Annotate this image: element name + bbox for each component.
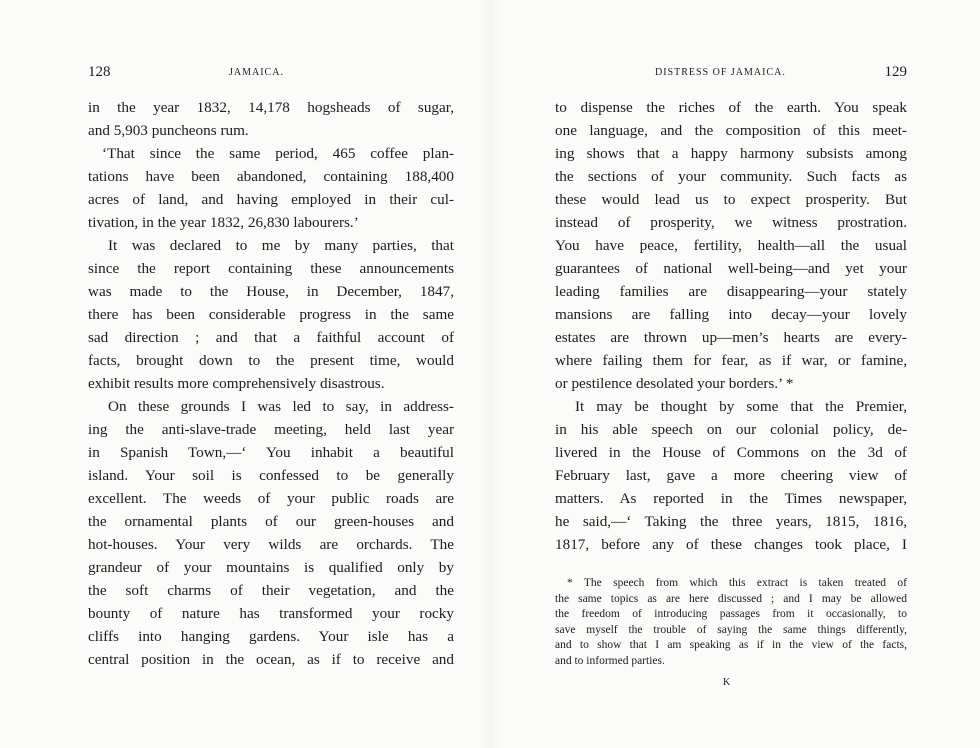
text-line: was made to the House, in December, 1847, bbox=[88, 283, 454, 300]
text-line: acres of land, and having employed in their cul- bbox=[88, 191, 454, 208]
text-line: tations have been abandoned, containing 188,400 bbox=[88, 168, 454, 185]
text-line: exhibit results more comprehensively disastrous. bbox=[88, 375, 385, 392]
text-line: cliffs into hanging gardens. Your isle has a bbox=[88, 628, 454, 645]
text-line: where failing them for fear, as if war, or famine, bbox=[555, 352, 907, 369]
text-line: central position in the ocean, as if to receive and bbox=[88, 651, 454, 668]
signature-mark: K bbox=[723, 677, 732, 688]
footnote bbox=[555, 576, 907, 669]
text-line: island. Your soil is confessed to be generally bbox=[88, 467, 454, 484]
left-page bbox=[88, 0, 454, 748]
running-title: JAMAICA. bbox=[229, 67, 284, 78]
text-line: the soft charms of their vegetation, and the bbox=[88, 582, 454, 599]
page-number: 129 bbox=[884, 64, 907, 80]
text-line: there has been considerable progress in the same bbox=[88, 306, 454, 323]
text-line: in Spanish Town,—‘ You inhabit a beautiful bbox=[88, 444, 454, 461]
text-line: ing the anti-slave-trade meeting, held last year bbox=[88, 421, 454, 438]
right-body-text bbox=[555, 96, 907, 556]
footnote-line: * The speech from which this extract is taken treated of bbox=[567, 577, 907, 589]
text-line: the ornamental plants of our green-houses and bbox=[88, 513, 454, 530]
text-line: or pestilence desolated your borders.’ * bbox=[555, 375, 794, 392]
running-head-left bbox=[88, 64, 454, 84]
footnote-line: the same topics as are here discussed ; and I may be allowed bbox=[555, 592, 907, 605]
text-line: the sections of your community. Such facts as bbox=[555, 168, 907, 185]
gutter-shadow bbox=[480, 0, 500, 748]
footnote-line: save myself the trouble of saying the same things differently, bbox=[555, 623, 907, 636]
right-page bbox=[555, 0, 907, 748]
text-line: estates are thrown up—men’s hearts are every- bbox=[555, 329, 907, 346]
text-line: hot-houses. Your very wilds are orchards. The bbox=[88, 536, 454, 553]
text-line: tivation, in the year 1832, 26,830 labourers.’ bbox=[88, 214, 359, 231]
text-line: livered in the House of Commons on the 3d of bbox=[555, 444, 907, 461]
text-line: 1817, before any of these changes took place, I bbox=[555, 536, 907, 553]
running-head-right bbox=[555, 64, 907, 84]
footnote-line: and to informed parties. bbox=[555, 654, 665, 667]
text-line: one language, and the composition of this meet- bbox=[555, 122, 907, 139]
text-line: he said,—‘ Taking the three years, 1815, 1816, bbox=[555, 513, 907, 530]
page-number: 128 bbox=[88, 64, 111, 80]
text-line: bounty of nature has transformed your rocky bbox=[88, 605, 454, 622]
text-line: ing shows that a happy harmony subsists among bbox=[555, 145, 907, 162]
text-line: sad direction ; and that a faithful account of bbox=[88, 329, 454, 346]
text-line: and 5,903 puncheons rum. bbox=[88, 122, 249, 139]
text-line: guarantees of national well-being—and yet your bbox=[555, 260, 907, 277]
footnote-line: the freedom of introducing passages from it occasionally, to bbox=[555, 608, 907, 620]
text-line: in the year 1832, 14,178 hogsheads of sugar, bbox=[88, 99, 454, 116]
text-line: grandeur of your mountains is qualified only by bbox=[88, 559, 454, 576]
left-body-text bbox=[88, 96, 454, 671]
text-line: February last, gave a more cheering view of bbox=[555, 467, 907, 484]
footnote-line: and to show that I am speaking as if in the view of the facts, bbox=[555, 639, 907, 651]
text-line: It may be thought by some that the Premier, bbox=[575, 398, 907, 415]
text-line: ‘That since the same period, 465 coffee plan- bbox=[102, 145, 454, 162]
text-line: On these grounds I was led to say, in address- bbox=[108, 398, 454, 415]
text-line: leading families are disappearing—your stately bbox=[555, 283, 907, 300]
text-line: matters. As reported in the Times newspaper, bbox=[555, 490, 907, 507]
text-line: since the report containing these announcements bbox=[88, 260, 454, 277]
text-line: to dispense the riches of the earth. You speak bbox=[555, 99, 907, 116]
text-line: in his able speech on our colonial policy, de- bbox=[555, 421, 907, 438]
text-line: You have peace, fertility, health—all the usual bbox=[555, 237, 907, 254]
text-line: mansions are falling into decay—your lovely bbox=[555, 306, 907, 323]
text-line: these would lead us to expect prosperity. But bbox=[555, 191, 907, 208]
running-title: DISTRESS OF JAMAICA. bbox=[655, 67, 786, 78]
text-line: excellent. The weeds of your public roads are bbox=[88, 490, 454, 507]
text-line: facts, brought down to the present time, would bbox=[88, 352, 454, 369]
text-line: instead of prosperity, we witness prostration. bbox=[555, 214, 907, 231]
text-line: It was declared to me by many parties, that bbox=[108, 237, 454, 254]
